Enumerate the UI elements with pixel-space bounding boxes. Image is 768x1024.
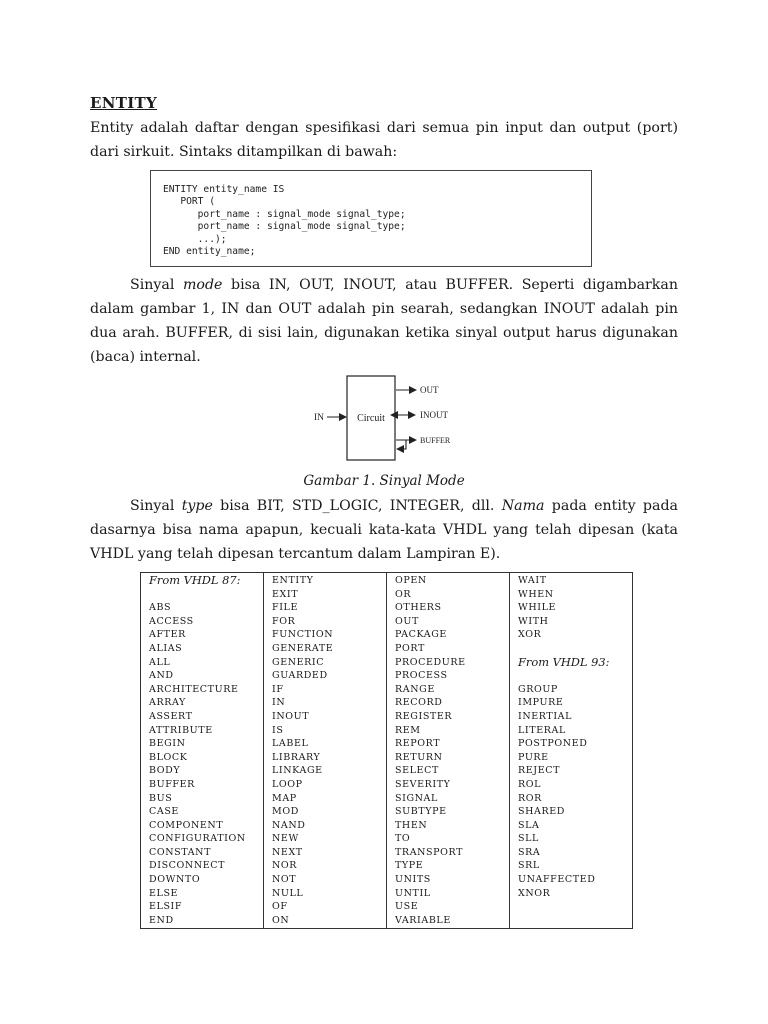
reserved-word: OF <box>272 901 288 913</box>
reserved-word: PURE <box>518 751 549 763</box>
reserved-word: TO <box>395 833 411 845</box>
reserved-word: ABS <box>149 602 172 614</box>
type-paragraph <box>90 494 678 566</box>
document-page <box>90 90 678 929</box>
reserved-words-table <box>140 572 633 929</box>
reserved-word: INERTIAL <box>518 710 573 722</box>
reserved-word: RETURN <box>395 751 443 763</box>
mode-paragraph-em: mode <box>182 277 223 293</box>
reserved-word: OPEN <box>395 575 427 586</box>
reserved-word: REJECT <box>518 765 561 777</box>
reserved-word: BUFFER <box>149 778 195 790</box>
reserved-word: UNITS <box>395 874 431 886</box>
intro-paragraph: Entity adalah daftar dengan spesifikasi dari semua pin input dan output (port) dari sirkuit. Sintaks ditampilkan di bawah: <box>90 120 678 160</box>
reserved-word: SEVERITY <box>395 778 451 790</box>
reserved-word: SRL <box>518 860 540 872</box>
reserved-word: AND <box>149 670 174 682</box>
reserved-word: LOOP <box>272 778 303 790</box>
reserved-word: ON <box>272 914 290 926</box>
buffer-label: BUFFER <box>420 436 451 445</box>
reserved-word: UNTIL <box>395 887 431 899</box>
reserved-word: NEW <box>272 833 299 845</box>
type-paragraph-em-nama: Nama <box>501 498 545 514</box>
reserved-word: WHEN <box>518 588 554 600</box>
reserved-word: SRA <box>518 846 541 858</box>
reserved-word: ENTITY <box>272 575 314 586</box>
reserved-word: XOR <box>518 629 542 641</box>
signal-mode-diagram <box>90 371 678 466</box>
reserved-word: REPORT <box>395 738 441 750</box>
table-spacer <box>518 642 624 656</box>
reserved-word: SHARED <box>518 806 565 818</box>
reserved-word: NAND <box>272 819 306 831</box>
reserved-word: LINKAGE <box>272 765 323 777</box>
reserved-words-column-1 <box>141 573 264 929</box>
reserved-word: BUS <box>149 792 173 804</box>
reserved-word: POSTPONED <box>518 738 588 750</box>
reserved-word: REGISTER <box>395 710 453 722</box>
reserved-word: XNOR <box>518 887 551 899</box>
mode-paragraph <box>90 273 678 369</box>
reserved-word: ALIAS <box>149 642 183 654</box>
reserved-word: PORT <box>395 642 425 654</box>
type-paragraph-mid: bisa BIT, STD_LOGIC, INTEGER, dll. <box>212 498 502 514</box>
reserved-word: ROR <box>518 792 542 804</box>
reserved-word: REM <box>395 724 421 736</box>
reserved-words-column-3 <box>387 573 510 929</box>
reserved-words-column-4 <box>510 573 633 929</box>
reserved-word: IN <box>272 697 286 709</box>
table-group-heading: From VHDL 87: <box>149 573 241 587</box>
reserved-word: GROUP <box>518 683 558 695</box>
table-group-heading: From VHDL 93: <box>518 654 610 669</box>
reserved-word: BEGIN <box>149 738 186 750</box>
reserved-word: OTHERS <box>395 602 442 614</box>
reserved-word: SIGNAL <box>395 792 438 804</box>
out-label: OUT <box>420 385 439 395</box>
reserved-word: WHILE <box>518 602 557 614</box>
reserved-word: ARRAY <box>149 697 186 709</box>
reserved-word: PROCEDURE <box>395 656 466 668</box>
reserved-word: VARIABLE <box>395 914 451 926</box>
in-label: IN <box>314 413 325 423</box>
reserved-word: ALL <box>149 656 171 668</box>
syntax-code-box: ENTITY entity_name IS PORT ( port_name : signal_mode signal_type; port_name : signal_mode signal_type; ...); END entity_name; <box>150 170 592 267</box>
reserved-word: ATTRIBUTE <box>149 724 213 736</box>
reserved-word: GUARDED <box>272 670 328 682</box>
reserved-word: TRANSPORT <box>395 846 464 858</box>
reserved-word: FUNCTION <box>272 629 334 641</box>
reserved-word: NULL <box>272 887 304 899</box>
reserved-word: ASSERT <box>149 710 193 722</box>
type-paragraph-em-type: type <box>181 498 213 514</box>
reserved-word: OUT <box>395 615 419 627</box>
reserved-word: EXIT <box>272 588 299 600</box>
reserved-word: USE <box>395 901 419 913</box>
reserved-word: ROL <box>518 778 542 790</box>
reserved-word: MOD <box>272 806 299 818</box>
reserved-word: IF <box>272 683 284 695</box>
reserved-word: OR <box>395 588 412 600</box>
reserved-word: SLA <box>518 819 540 831</box>
reserved-word: UNAFFECTED <box>518 874 596 886</box>
reserved-word: GENERIC <box>272 656 325 668</box>
reserved-word: LITERAL <box>518 724 566 736</box>
reserved-word: PROCESS <box>395 670 448 682</box>
reserved-word: ELSIF <box>149 901 183 913</box>
reserved-word: WITH <box>518 615 549 627</box>
reserved-word: DISCONNECT <box>149 860 226 872</box>
reserved-word: PACKAGE <box>395 629 447 641</box>
reserved-word: FOR <box>272 615 296 627</box>
reserved-word: LABEL <box>272 738 309 750</box>
reserved-word: SELECT <box>395 765 439 777</box>
signal-mode-figure <box>90 371 678 466</box>
inout-label: INOUT <box>420 410 448 420</box>
reserved-word: GENERATE <box>272 642 334 654</box>
reserved-word: COMPONENT <box>149 819 224 831</box>
reserved-word: MAP <box>272 792 297 804</box>
section-heading: ENTITY <box>90 94 157 112</box>
reserved-word: RECORD <box>395 697 443 709</box>
reserved-words-column-2 <box>264 573 387 929</box>
reserved-word: DOWNTO <box>149 874 201 886</box>
reserved-word: BLOCK <box>149 751 188 763</box>
reserved-word: WAIT <box>518 575 547 586</box>
reserved-word: AFTER <box>149 629 186 641</box>
reserved-word: IS <box>272 724 284 736</box>
reserved-word: INOUT <box>272 710 310 722</box>
reserved-word: NEXT <box>272 846 303 858</box>
table-spacer <box>518 669 624 683</box>
reserved-word: RANGE <box>395 683 435 695</box>
type-paragraph-pre: Sinyal <box>130 498 182 514</box>
mode-paragraph-pre: Sinyal <box>130 277 183 293</box>
table-spacer <box>149 588 255 602</box>
reserved-word: FILE <box>272 602 298 614</box>
reserved-word: BODY <box>149 765 181 777</box>
reserved-word: TYPE <box>395 860 424 872</box>
reserved-word: CASE <box>149 806 179 818</box>
buffer-feedback-arrow <box>397 440 406 449</box>
reserved-word: ARCHITECTURE <box>149 683 239 695</box>
reserved-word: SUBTYPE <box>395 806 447 818</box>
reserved-word: ACCESS <box>149 615 194 627</box>
type-paragraph-post: pada entity pada dasarnya bisa nama apapun, kecuali kata-kata VHDL yang telah dipesan (kata VHDL yang telah dipesan tercantum dalam Lampiran E). <box>90 498 678 562</box>
reserved-word: IMPURE <box>518 697 564 709</box>
reserved-word: THEN <box>395 819 428 831</box>
reserved-word: CONFIGURATION <box>149 833 246 845</box>
reserved-word: LIBRARY <box>272 751 321 763</box>
reserved-word: CONSTANT <box>149 846 212 858</box>
reserved-word: ELSE <box>149 887 179 899</box>
reserved-word: SLL <box>518 833 539 845</box>
reserved-word: NOT <box>272 874 297 886</box>
reserved-word: NOR <box>272 860 298 872</box>
mode-paragraph-post: bisa IN, OUT, INOUT, atau BUFFER. Seperti digambarkan dalam gambar 1, IN dan OUT adalah pin searah, sedangkan INOUT adalah pin dua arah. BUFFER, di sisi lain, digunakan ketika sinyal output harus digunakan (baca) internal. <box>90 277 678 365</box>
circuit-label: Circuit <box>357 413 385 424</box>
reserved-word: END <box>149 914 174 926</box>
figure-caption: Gambar 1. Sinyal Mode <box>303 473 465 489</box>
